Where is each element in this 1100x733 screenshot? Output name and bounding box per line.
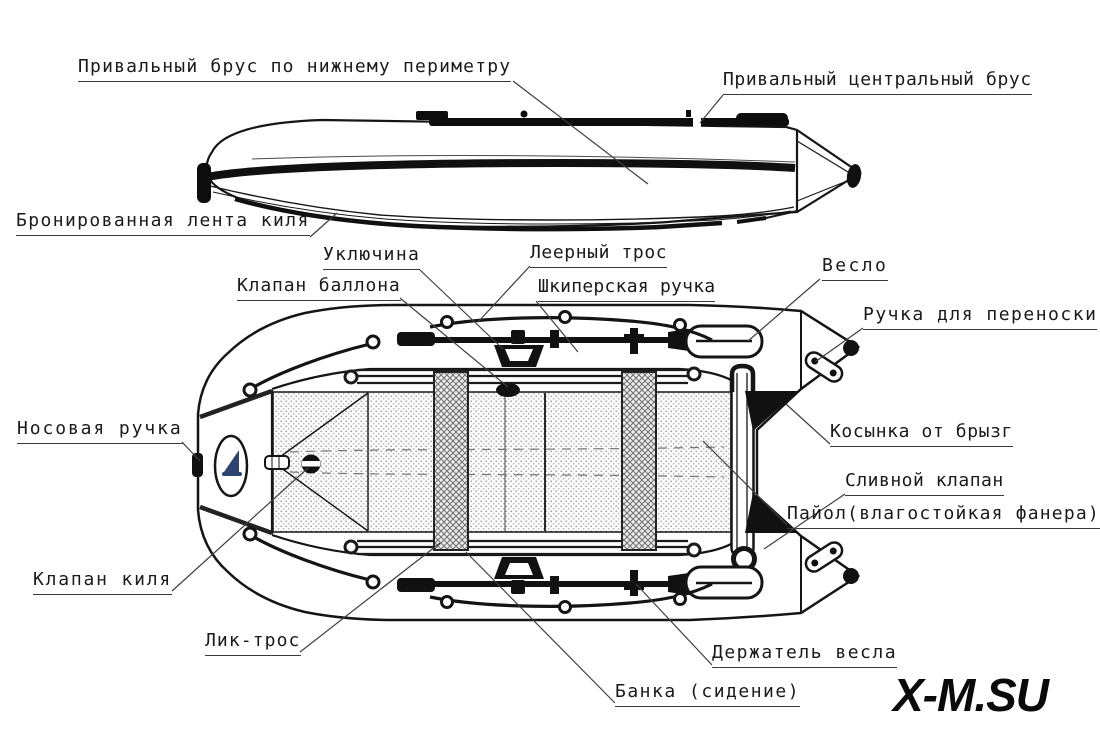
label-skipper-handle: Шкиперская ручка bbox=[538, 276, 715, 302]
label-lik-rope: Лик-трос bbox=[205, 630, 301, 656]
label-spray-gusset: Косынка от брызг bbox=[830, 421, 1013, 447]
label-keel-valve: Клапан киля bbox=[33, 569, 172, 595]
label-carry-handle: Ручка для переноски bbox=[863, 304, 1097, 330]
side-keel-band-end bbox=[737, 218, 766, 222]
floorboard bbox=[273, 392, 731, 532]
seat-bench-front bbox=[434, 372, 468, 550]
cone-tip-bottom bbox=[843, 568, 859, 584]
oar-grip-top bbox=[397, 332, 435, 346]
label-oar-holder: Держатель весла bbox=[712, 642, 897, 668]
label-perimeter-strake: Привальный брус по нижнему периметру bbox=[78, 56, 511, 82]
spray-gusset-top bbox=[745, 391, 798, 431]
bow-handle-nub bbox=[192, 453, 203, 477]
label-lifeline-rope: Леерный трос bbox=[530, 242, 667, 268]
label-keel-armor-tape: Бронированная лента киля bbox=[16, 210, 310, 236]
tube-valve bbox=[496, 383, 520, 397]
label-oar: Весло bbox=[822, 255, 888, 281]
cone-tip-top bbox=[843, 340, 859, 356]
side-central-strake bbox=[416, 110, 789, 128]
side-bow-handle bbox=[197, 163, 211, 203]
label-floorboard: Пайол(влагостойкая фанера) bbox=[787, 503, 1100, 529]
oar-grip-bottom bbox=[397, 578, 435, 592]
label-central-strake: Привальный центральный брус bbox=[723, 69, 1032, 95]
watermark-logo: X-M.SU bbox=[893, 669, 1048, 721]
seat-bench-rear bbox=[622, 372, 656, 550]
label-rowlock: Уключина bbox=[323, 244, 420, 270]
label-bow-handle: Носовая ручка bbox=[17, 418, 183, 444]
label-seat: Банка (сидение) bbox=[615, 681, 800, 707]
label-tube-valve: Клапан баллона bbox=[237, 275, 401, 301]
top-view-drawing bbox=[192, 305, 859, 620]
bow-handle-pill bbox=[265, 456, 289, 469]
label-drain-valve: Сливной клапан bbox=[845, 470, 1004, 496]
